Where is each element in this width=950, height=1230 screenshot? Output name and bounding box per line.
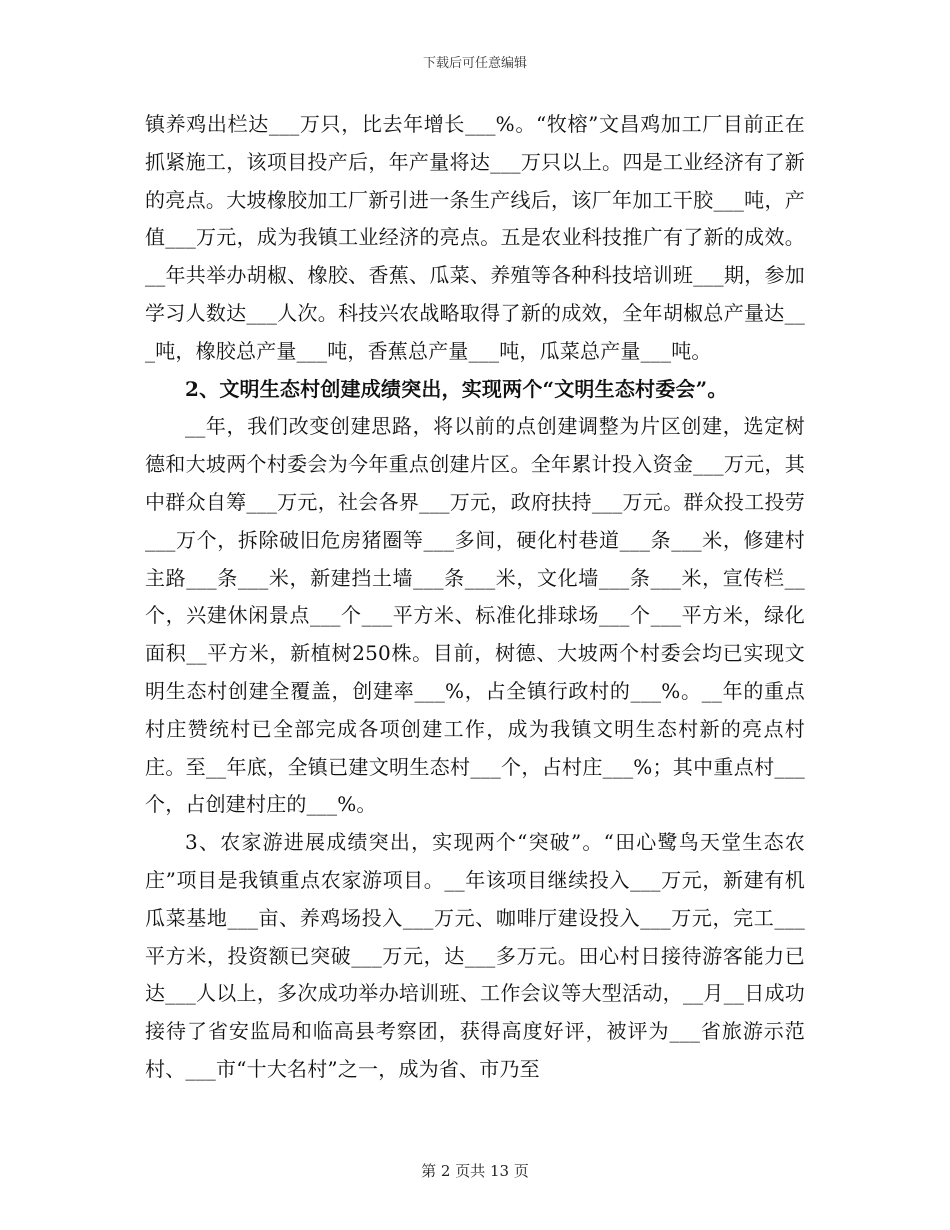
page-header: 下载后可任意编辑 xyxy=(422,56,527,71)
paragraph-poultry-industry-agritech: 镇养鸡出栏达___万只，比去年增长___%。“牧榕”文昌鸡加工厂目前正在抓紧施工，该项目投产后，年产量将达___万只以上。四是工业经济有了新的亮点。大坡橡胶加工厂新引进一条生产线后，该厂年加工干胶___吨，产值___万元，成为我镇工业经济的亮点。五是农业科技推广有了新的成效。__年共举办胡椒、橡胶、香蕉、瓜菜、养殖等各种科技培训班___期，参加学习人数达___人次。科技兴农战略取得了新的成效，全年胡椒总产量达___吨，橡胶总产量___吨，香蕉总产量___吨，瓜菜总产量___吨。 xyxy=(145,112,805,363)
section-heading-ecological-village: 2、文明生态村创建成绩突出，实现两个“文明生态村委会”。 xyxy=(185,376,728,401)
page-number-footer: 第 2 页共 13 页 xyxy=(421,1162,529,1180)
paragraph-farm-tourism: 3、农家游进展成绩突出，实现两个“突破”。“田心鹭鸟天堂生态农庄”项目是我镇重点农家游项目。__年该项目继续投入___万元，新建有机瓜菜基地___亩、养鸡场投入___万元、咖啡厅建设投入___万元，完工___平方米，投资额已突破___万元，达___多万元。田心村日接待游客能力已达___人以上，多次成功举办培训班、工作会议等大型活动，__月__日成功接待了省安监局和临高县考察团，获得高度好评，被评为___省旅游示范村、___市“十大名村”之一，成为省、市乃至 xyxy=(145,830,805,1081)
document-body xyxy=(145,106,805,1089)
paragraph-ecological-village: __年，我们改变创建思路，将以前的点创建调整为片区创建，选定树德和大坡两个村委会为今年重点创建片区。全年累计投入资金___万元，其中群众自筹___万元，社会各界___万元，政府扶持___万元。群众投工投劳___万个，拆除破旧危房猪圈等___多间，硬化村巷道___条___米，修建村主路___条___米，新建挡土墙___条___米，文化墙___条___米，宣传栏__个，兴建休闲景点___个___平方米、标准化排球场___个___平方米，绿化面积__平方米，新植树250株。目前，树德、大坡两个村委会均已实现文明生态村创建全覆盖，创建率___%，占全镇行政村的___%。__年的重点村庄赞统村已全部完成各项创建工作，成为我镇文明生态村新的亮点村庄。至__年底，全镇已建文明生态村___个，占村庄___%；其中重点村___个，占创建村庄的___%。 xyxy=(145,414,805,817)
